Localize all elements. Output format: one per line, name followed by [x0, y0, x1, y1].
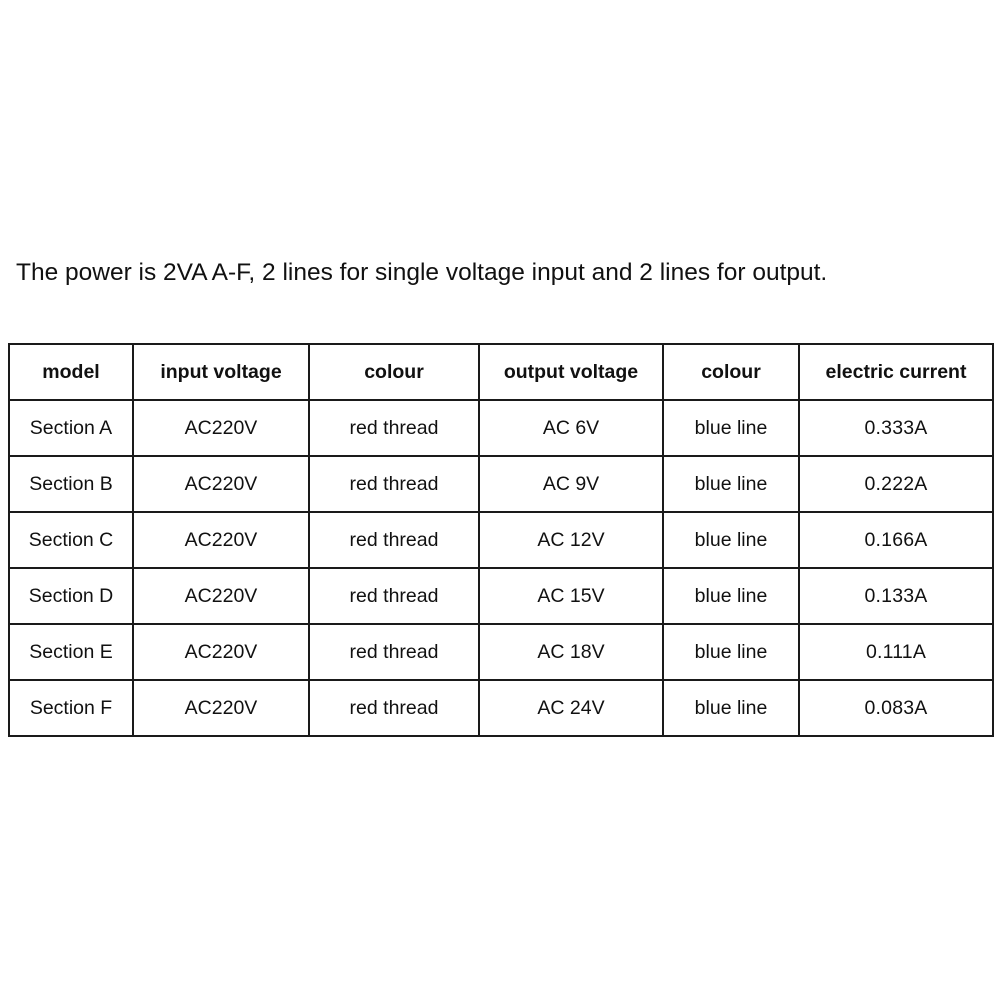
table-row — [9, 568, 993, 624]
cell-output-voltage: AC 15V — [479, 568, 663, 624]
intro-paragraph: The power is 2VA A-F, 2 lines for single voltage input and 2 lines for output. — [16, 259, 828, 286]
cell-model: Section A — [9, 400, 133, 456]
column-header-model: model — [9, 344, 133, 400]
cell-input-colour: red thread — [309, 568, 479, 624]
cell-input-voltage: AC220V — [133, 680, 309, 736]
cell-electric-current: 0.083A — [799, 680, 993, 736]
table-header-row — [9, 344, 993, 400]
cell-input-voltage: AC220V — [133, 400, 309, 456]
cell-input-colour: red thread — [309, 400, 479, 456]
cell-output-voltage: AC 9V — [479, 456, 663, 512]
column-header-output-voltage: output voltage — [479, 344, 663, 400]
column-header-output-colour: colour — [663, 344, 799, 400]
table-body — [9, 400, 993, 736]
cell-model: Section B — [9, 456, 133, 512]
cell-output-colour: blue line — [663, 680, 799, 736]
cell-electric-current: 0.333A — [799, 400, 993, 456]
cell-model: Section F — [9, 680, 133, 736]
cell-model: Section D — [9, 568, 133, 624]
cell-model: Section E — [9, 624, 133, 680]
cell-output-colour: blue line — [663, 456, 799, 512]
cell-input-voltage: AC220V — [133, 624, 309, 680]
table-row — [9, 624, 993, 680]
cell-electric-current: 0.111A — [799, 624, 993, 680]
specification-table — [8, 343, 994, 737]
table-row — [9, 680, 993, 736]
cell-output-voltage: AC 18V — [479, 624, 663, 680]
cell-input-voltage: AC220V — [133, 568, 309, 624]
cell-input-colour: red thread — [309, 680, 479, 736]
table-row — [9, 456, 993, 512]
cell-output-colour: blue line — [663, 568, 799, 624]
column-header-input-colour: colour — [309, 344, 479, 400]
cell-output-voltage: AC 12V — [479, 512, 663, 568]
cell-output-voltage: AC 24V — [479, 680, 663, 736]
cell-electric-current: 0.222A — [799, 456, 993, 512]
table-row — [9, 512, 993, 568]
cell-input-voltage: AC220V — [133, 512, 309, 568]
cell-output-colour: blue line — [663, 512, 799, 568]
cell-input-colour: red thread — [309, 624, 479, 680]
cell-electric-current: 0.166A — [799, 512, 993, 568]
cell-input-colour: red thread — [309, 512, 479, 568]
cell-output-colour: blue line — [663, 624, 799, 680]
cell-model: Section C — [9, 512, 133, 568]
table-header — [9, 344, 993, 400]
cell-output-colour: blue line — [663, 400, 799, 456]
cell-output-voltage: AC 6V — [479, 400, 663, 456]
cell-electric-current: 0.133A — [799, 568, 993, 624]
cell-input-voltage: AC220V — [133, 456, 309, 512]
column-header-electric-current: electric current — [799, 344, 993, 400]
table-row — [9, 400, 993, 456]
cell-input-colour: red thread — [309, 456, 479, 512]
column-header-input-voltage: input voltage — [133, 344, 309, 400]
